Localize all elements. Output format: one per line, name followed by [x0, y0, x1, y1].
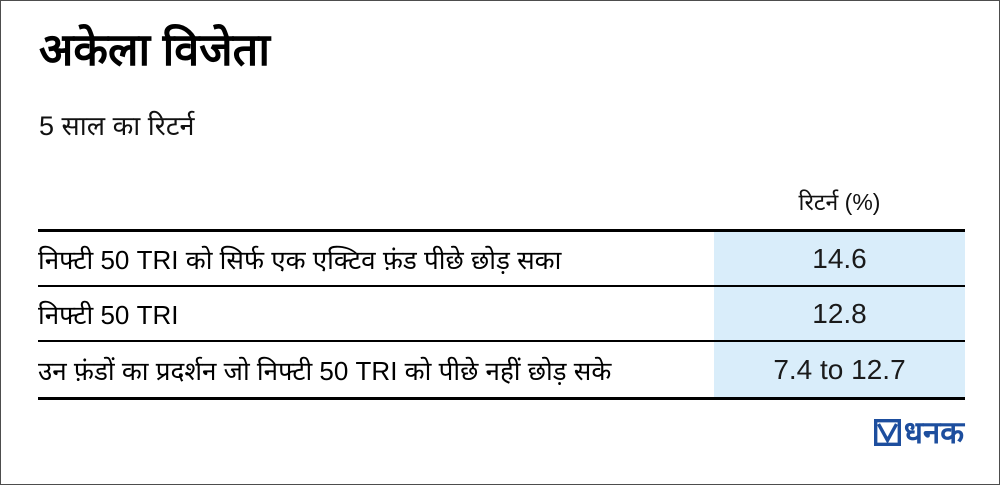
row-label: निफ्टी 50 TRI: [38, 299, 179, 330]
table-row: [38, 232, 965, 287]
row-label: निफ्टी 50 TRI को सिर्फ एक एक्टिव फ़ंड पीछे छोड़ सका: [38, 244, 562, 275]
logo-text: धनक: [903, 415, 964, 450]
table-row: [38, 342, 965, 397]
checkbox-check-icon: [874, 419, 901, 446]
returns-table: [38, 229, 965, 400]
row-label: उन फ़ंडों का प्रदर्शन जो निफ्टी 50 TRI को पीछे नहीं छोड़ सके: [38, 355, 612, 386]
row-value: 7.4 to 12.7: [714, 342, 965, 397]
row-value: 12.8: [714, 287, 965, 340]
row-value: 14.6: [714, 232, 965, 285]
dhanak-logo: [874, 417, 964, 448]
return-column-header: रिटर्न (%): [798, 189, 881, 215]
page-title: अकेला विजेता: [39, 24, 270, 75]
table-row: [38, 287, 965, 342]
page-subtitle: 5 साल का रिटर्न: [39, 111, 195, 141]
